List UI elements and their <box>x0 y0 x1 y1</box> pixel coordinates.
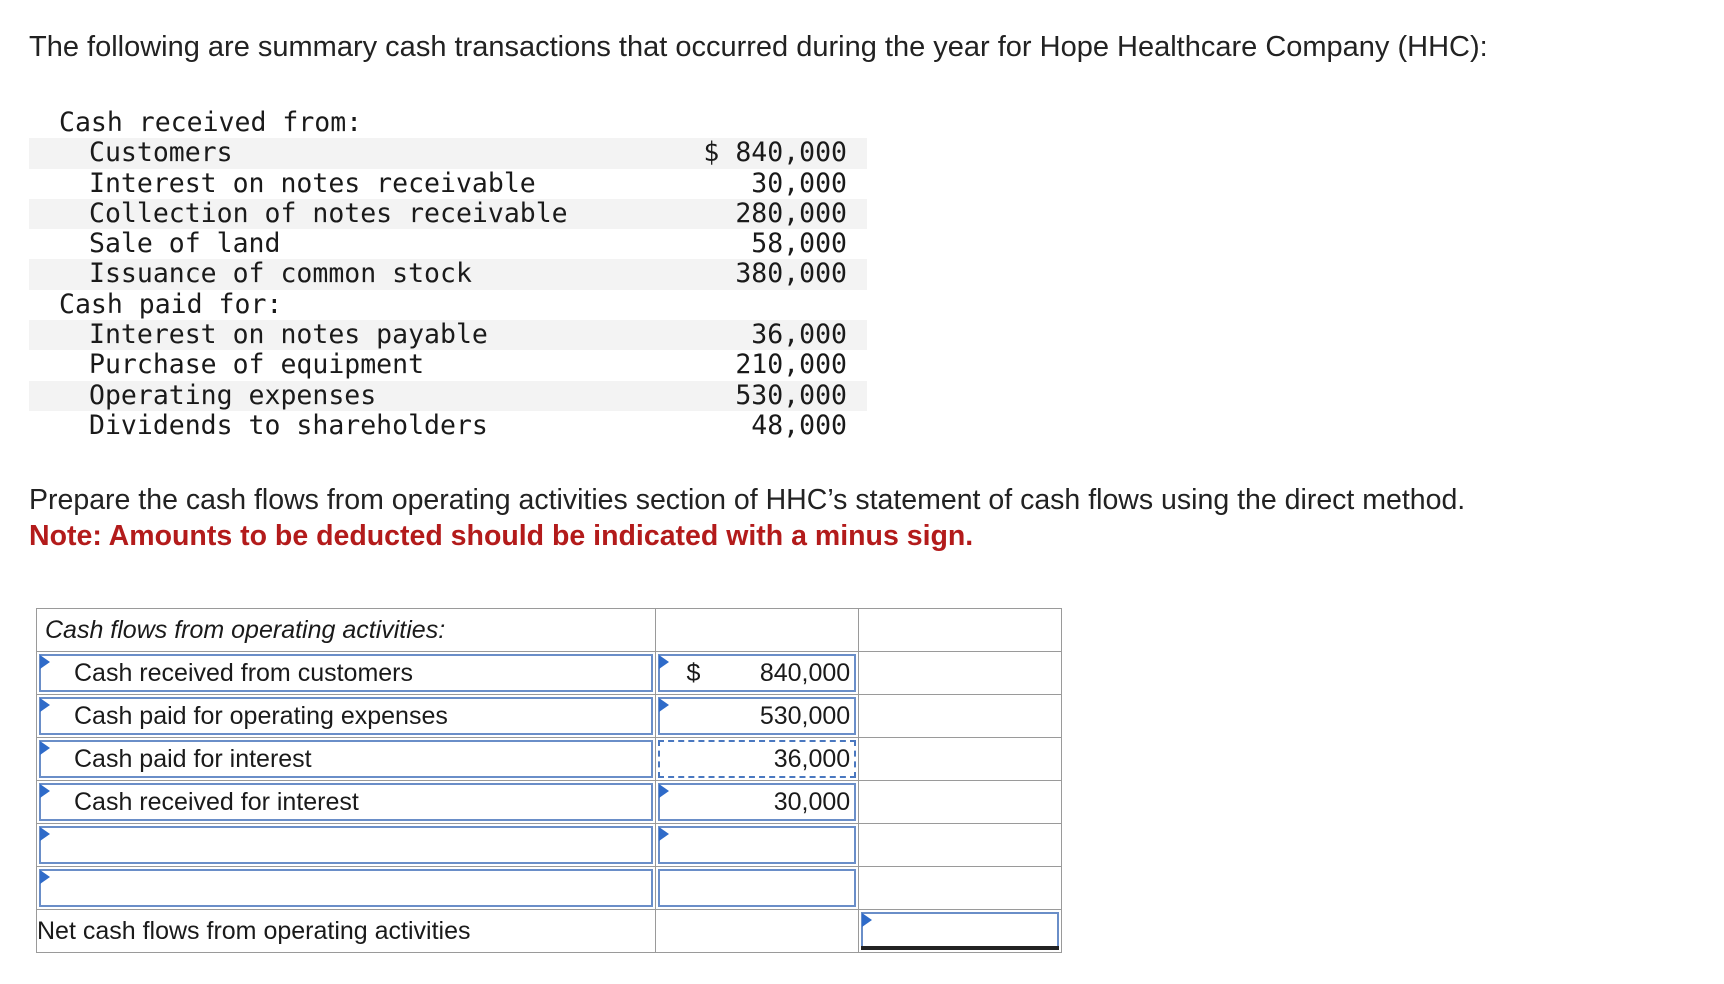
transaction-amount: 48,000 <box>751 409 847 441</box>
dropdown-marker-icon <box>40 698 50 712</box>
transaction-row <box>29 169 867 199</box>
worksheet-row <box>37 738 1062 781</box>
dropdown-marker-icon <box>40 827 50 841</box>
amount-input[interactable]: $ 840,000 <box>658 654 856 692</box>
minus-sign-note: Note: Amounts to be deducted should be indicated with a minus sign. <box>29 520 974 552</box>
amount-input[interactable]: 30,000 <box>658 783 856 821</box>
currency-symbol: $ <box>686 658 701 687</box>
line-item-select[interactable]: Cash paid for interest <box>39 740 653 778</box>
transaction-label: Purchase of equipment <box>89 349 425 381</box>
dropdown-marker-icon <box>40 741 50 755</box>
transaction-label: Interest on notes payable <box>89 319 488 351</box>
transaction-row <box>29 229 867 259</box>
instructions-block <box>29 482 1465 554</box>
worksheet-row <box>37 867 1062 910</box>
dropdown-marker-icon <box>659 784 669 798</box>
worksheet-row <box>37 652 1062 695</box>
dropdown-marker-icon <box>659 698 669 712</box>
transaction-row <box>29 138 867 168</box>
transaction-label: Dividends to shareholders <box>89 409 488 441</box>
dropdown-marker-icon <box>862 913 872 927</box>
transaction-list <box>29 108 867 441</box>
transaction-label: Customers <box>89 137 233 169</box>
paid-heading: Cash paid for: <box>59 288 283 320</box>
transaction-label: Interest on notes receivable <box>89 167 536 199</box>
net-cash-flows-label: Net cash flows from operating activities <box>37 910 656 953</box>
transaction-label: Issuance of common stock <box>89 258 472 290</box>
transaction-row <box>29 259 867 289</box>
net-cash-flows-input[interactable] <box>861 912 1059 950</box>
amount-input[interactable] <box>658 869 856 907</box>
worksheet-row <box>37 695 1062 738</box>
amount-input[interactable]: 36,000 <box>658 740 856 778</box>
transaction-amount: 380,000 <box>735 258 847 290</box>
transaction-amount: 280,000 <box>735 197 847 229</box>
transaction-amount: 530,000 <box>735 379 847 411</box>
line-item-select[interactable]: Cash paid for operating expenses <box>39 697 653 735</box>
transaction-amount: 210,000 <box>735 349 847 381</box>
operating-activities-worksheet <box>36 608 1062 953</box>
dropdown-marker-icon <box>40 870 50 884</box>
transaction-row <box>29 199 867 229</box>
worksheet-row <box>37 781 1062 824</box>
transaction-row <box>29 350 867 380</box>
transaction-label: Collection of notes receivable <box>89 197 568 229</box>
dropdown-marker-icon <box>40 655 50 669</box>
worksheet-row <box>37 824 1062 867</box>
transaction-row <box>29 320 867 350</box>
transaction-row <box>29 411 867 441</box>
dropdown-marker-icon <box>40 784 50 798</box>
line-item-select[interactable]: Cash received for interest <box>39 783 653 821</box>
transaction-amount: 30,000 <box>751 167 847 199</box>
amount-input[interactable]: 530,000 <box>658 697 856 735</box>
line-item-select[interactable] <box>39 826 653 864</box>
line-item-select[interactable] <box>39 869 653 907</box>
instructions-text: Prepare the cash flows from operating activities section of HHC’s statement of cash flows using the direct method. <box>29 484 1466 516</box>
worksheet-header: Cash flows from operating activities: <box>37 609 656 652</box>
received-heading: Cash received from: <box>59 107 363 138</box>
line-item-select[interactable]: Cash received from customers <box>39 654 653 692</box>
transaction-label: Operating expenses <box>89 379 377 411</box>
dropdown-marker-icon <box>659 827 669 841</box>
dropdown-marker-icon <box>659 655 669 669</box>
worksheet-header-row <box>37 609 1062 652</box>
amount-input[interactable] <box>658 826 856 864</box>
transaction-amount: $ 840,000 <box>703 137 847 169</box>
transaction-row <box>29 381 867 411</box>
transaction-label: Sale of land <box>89 228 281 260</box>
transaction-amount: 36,000 <box>751 319 847 351</box>
problem-intro: The following are summary cash transactions that occurred during the year for Hope Healthcare Company (HHC): <box>29 31 1488 63</box>
worksheet-total-row <box>37 910 1062 953</box>
transaction-amount: 58,000 <box>751 228 847 260</box>
double-underline <box>861 946 1059 950</box>
